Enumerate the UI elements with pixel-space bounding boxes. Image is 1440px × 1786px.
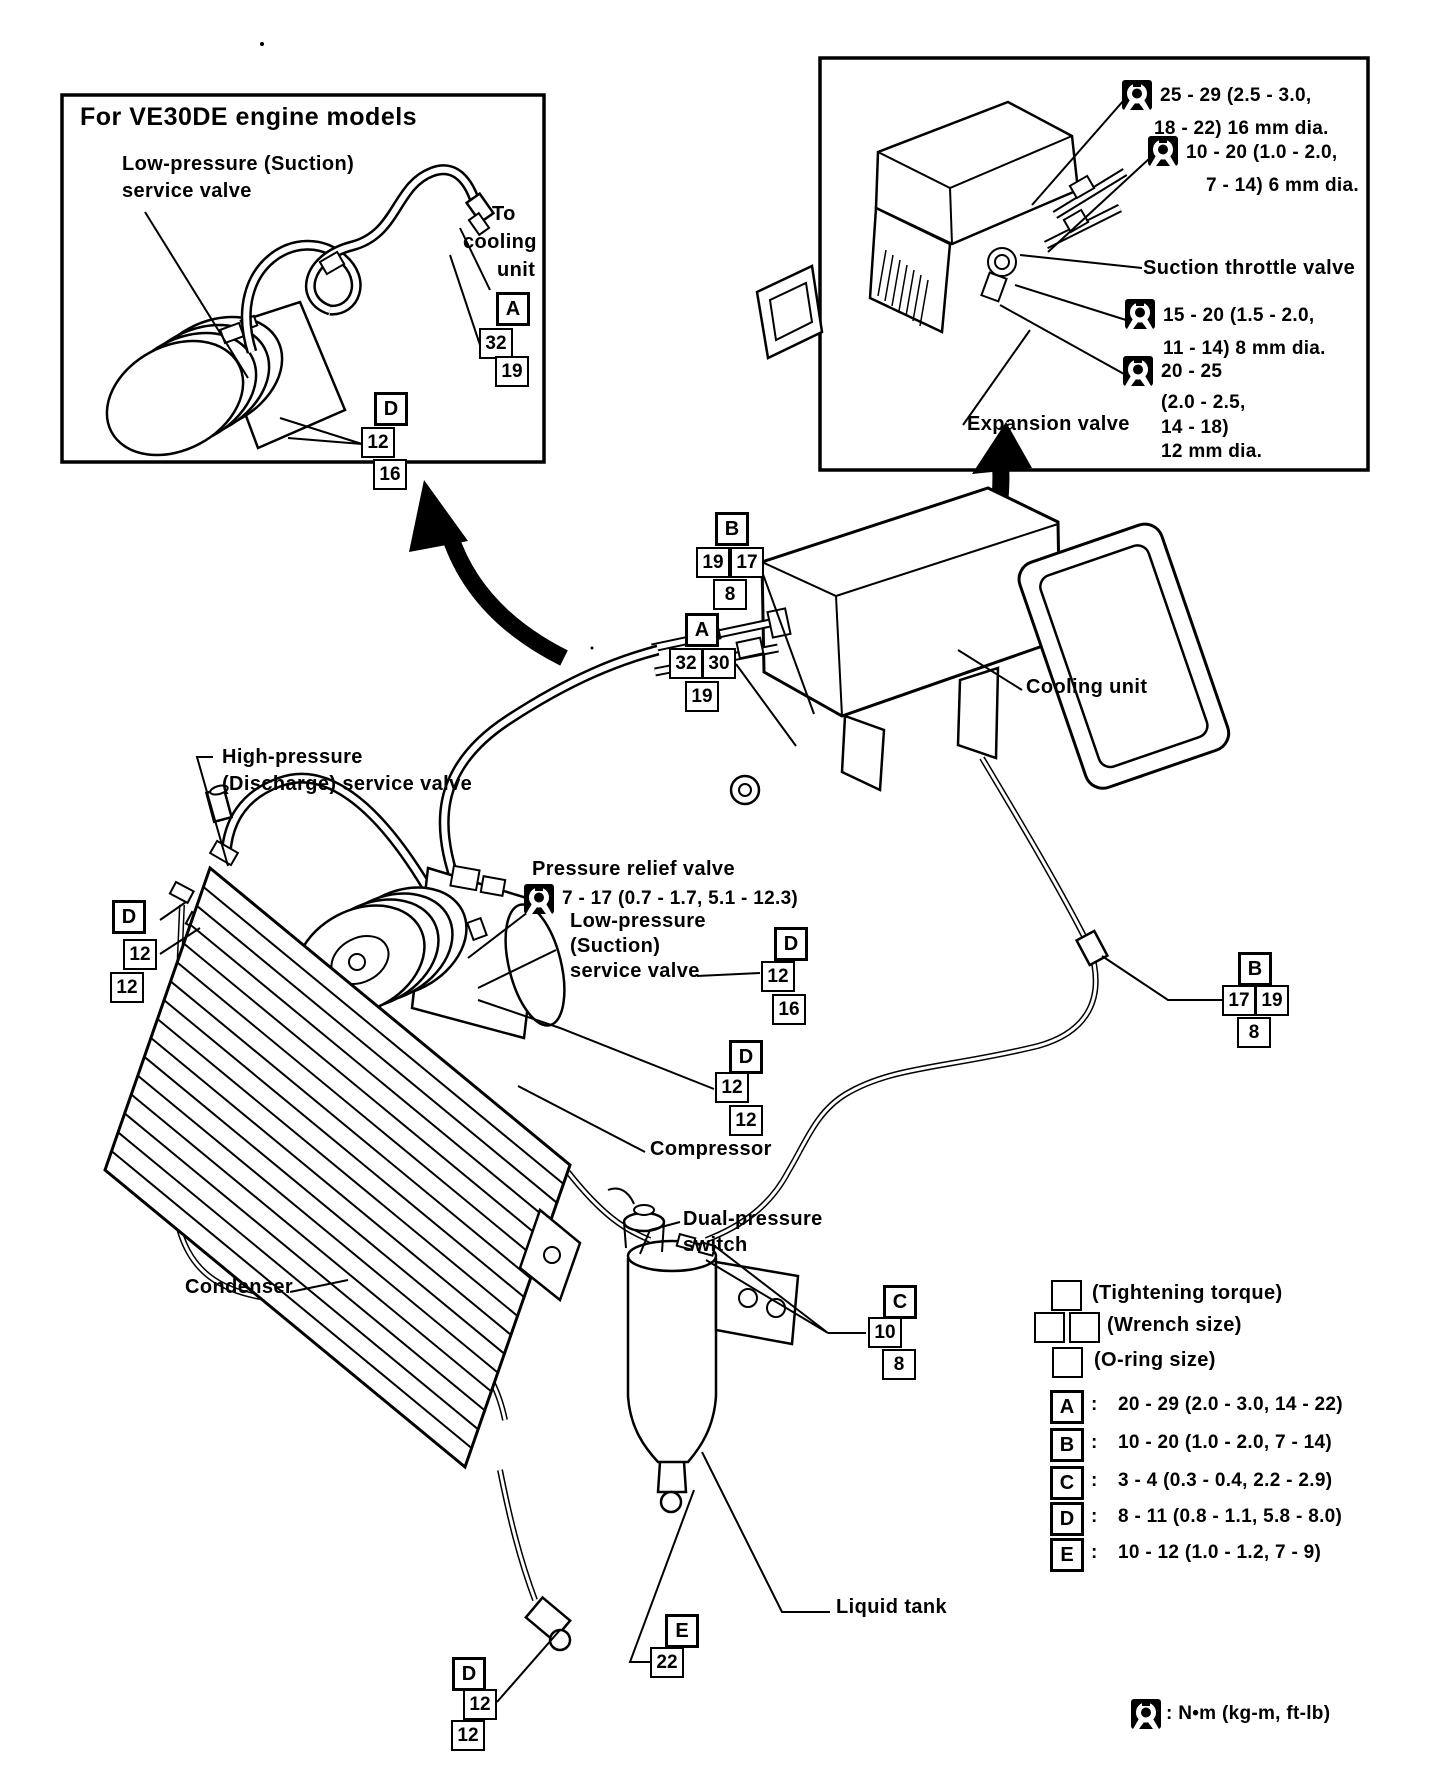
callout-wrench-17: 17 — [1222, 985, 1256, 1016]
legend-spec-e: 10 - 12 (1.0 - 1.2, 7 - 9) — [1118, 1542, 1322, 1563]
wrench-size-box-icon — [1034, 1312, 1065, 1343]
callout-letter-d: D — [452, 1657, 486, 1691]
torque-icon — [1125, 299, 1155, 329]
callout-letter-b: B — [715, 512, 749, 546]
callout-wrench-22: 22 — [650, 1647, 684, 1678]
callout-letter-a: A — [685, 613, 719, 647]
callout-wrench-17: 17 — [730, 547, 764, 578]
high-pressure-valve-label: High-pressure — [222, 746, 363, 768]
callout-oring-8: 8 — [713, 579, 747, 610]
callout-letter-e: E — [665, 1614, 699, 1648]
legend-colon: : — [1091, 1432, 1098, 1453]
o-ring-size-box-icon — [1052, 1347, 1083, 1378]
expansion-valve-label: Expansion valve — [967, 413, 1130, 435]
low-pressure-valve-label: (Suction) — [570, 935, 661, 957]
condenser-label: Condenser — [185, 1276, 294, 1298]
callout-wrench-32: 32 — [479, 328, 513, 359]
callout-wrench-19: 19 — [696, 547, 730, 578]
liquid-tank-drawing — [628, 1241, 798, 1512]
legend-colon: : — [1091, 1470, 1098, 1491]
callout-wrench-32: 32 — [669, 648, 703, 679]
legend-spec-c: 3 - 4 (0.3 - 0.4, 2.2 - 2.9) — [1118, 1470, 1333, 1491]
torque-icon — [524, 884, 554, 914]
cooling-unit-drawing — [731, 488, 1234, 804]
dual-pressure-switch-label: Dual-pressure — [683, 1208, 823, 1230]
legend-letter-b: B — [1050, 1428, 1084, 1462]
callout-letter-c: C — [883, 1285, 917, 1319]
callout-wrench-30: 30 — [702, 648, 736, 679]
torque-icon — [1122, 80, 1152, 110]
callout-letter-d: D — [374, 392, 408, 426]
legend-o-ring-size: (O-ring size) — [1094, 1349, 1216, 1371]
inset-low-pressure-valve-label: service valve — [122, 180, 252, 202]
callout-letter-a: A — [496, 292, 530, 326]
legend-spec-a: 20 - 29 (2.0 - 3.0, 14 - 22) — [1118, 1394, 1343, 1415]
torque-icon — [1123, 356, 1153, 386]
dual-pressure-switch-label: switch — [683, 1234, 748, 1256]
callout-oring-16: 16 — [772, 994, 806, 1025]
tightening-torque-box-icon — [1051, 1280, 1082, 1311]
callout-oring-8: 8 — [1237, 1017, 1271, 1048]
callout-letter-b: B — [1238, 952, 1272, 986]
inset-low-pressure-valve-label: Low-pressure (Suction) — [122, 153, 355, 175]
low-pressure-valve-label: service valve — [570, 960, 700, 982]
compressor-label: Compressor — [650, 1138, 772, 1160]
legend-letter-a: A — [1050, 1390, 1084, 1424]
callout-oring-12: 12 — [110, 972, 144, 1003]
callout-oring-16: 16 — [373, 459, 407, 490]
callout-oring-8: 8 — [882, 1349, 916, 1380]
callout-wrench-12: 12 — [123, 939, 157, 970]
inset-evaporator-drawing — [757, 102, 1078, 358]
callout-oring-12: 12 — [729, 1105, 763, 1136]
torque-spec: 15 - 20 (1.5 - 2.0, — [1163, 305, 1315, 326]
legend-unit-note: : N•m (kg-m, ft-lb) — [1166, 1703, 1331, 1724]
callout-wrench-12: 12 — [761, 961, 795, 992]
legend-spec-d: 8 - 11 (0.8 - 1.1, 5.8 - 8.0) — [1118, 1506, 1343, 1527]
callout-wrench-12: 12 — [715, 1072, 749, 1103]
wrench-size-box-icon — [1069, 1312, 1100, 1343]
torque-spec: 12 mm dia. — [1161, 441, 1263, 462]
low-pressure-valve-label: Low-pressure — [570, 910, 706, 932]
inset-compressor-drawing — [87, 294, 345, 477]
torque-icon — [1131, 1699, 1161, 1729]
cooling-unit-label: Cooling unit — [1026, 676, 1148, 698]
callout-oring-12: 12 — [451, 1720, 485, 1751]
torque-spec: 7 - 14) 6 mm dia. — [1206, 175, 1359, 196]
torque-spec: 11 - 14) 8 mm dia. — [1163, 338, 1326, 359]
torque-spec: (2.0 - 2.5, — [1161, 392, 1246, 413]
callout-letter-d: D — [774, 927, 808, 961]
liquid-tank-label: Liquid tank — [836, 1596, 948, 1618]
callout-wrench-12: 12 — [463, 1689, 497, 1720]
legend-wrench-size: (Wrench size) — [1107, 1314, 1242, 1336]
callout-wrench-19: 19 — [495, 356, 529, 387]
torque-spec: 10 - 20 (1.0 - 2.0, — [1186, 142, 1338, 163]
callout-wrench-19: 19 — [1255, 985, 1289, 1016]
torque-icon — [1148, 136, 1178, 166]
high-pressure-valve-label: (Discharge) service valve — [222, 773, 473, 795]
callout-letter-d: D — [112, 900, 146, 934]
callout-wrench-12: 12 — [361, 427, 395, 458]
torque-spec: 18 - 22) 16 mm dia. — [1154, 118, 1329, 139]
legend-colon: : — [1091, 1542, 1098, 1563]
inset-ve30de-title: For VE30DE engine models — [80, 103, 418, 131]
to-cooling-unit-label: cooling — [463, 231, 537, 253]
pressure-relief-valve-label: Pressure relief valve — [532, 858, 735, 880]
legend-letter-e: E — [1050, 1538, 1084, 1572]
pressure-relief-spec: 7 - 17 (0.7 - 1.7, 5.1 - 12.3) — [562, 888, 799, 909]
callout-oring-19: 19 — [685, 681, 719, 712]
torque-spec: 20 - 25 — [1161, 361, 1223, 382]
to-cooling-unit-label: unit — [497, 259, 536, 281]
legend-tightening-torque: (Tightening torque) — [1092, 1282, 1283, 1304]
callout-letter-d: D — [729, 1040, 763, 1074]
torque-spec: 25 - 29 (2.5 - 3.0, — [1160, 85, 1312, 106]
legend-letter-d: D — [1050, 1502, 1084, 1536]
legend-colon: : — [1091, 1394, 1098, 1415]
legend-letter-c: C — [1050, 1466, 1084, 1500]
low-pressure-pipe-right — [706, 758, 1107, 1240]
torque-spec: 14 - 18) — [1161, 417, 1229, 438]
suction-throttle-valve-label: Suction throttle valve — [1143, 257, 1356, 279]
to-cooling-unit-label: To — [492, 203, 516, 225]
scan-dot — [591, 647, 594, 650]
callout-wrench-10: 10 — [868, 1317, 902, 1348]
legend-spec-b: 10 - 20 (1.0 - 2.0, 7 - 14) — [1118, 1432, 1333, 1453]
legend-colon: : — [1091, 1506, 1098, 1527]
scan-dot — [260, 42, 264, 46]
arrow-to-ve30de-inset — [409, 480, 564, 658]
